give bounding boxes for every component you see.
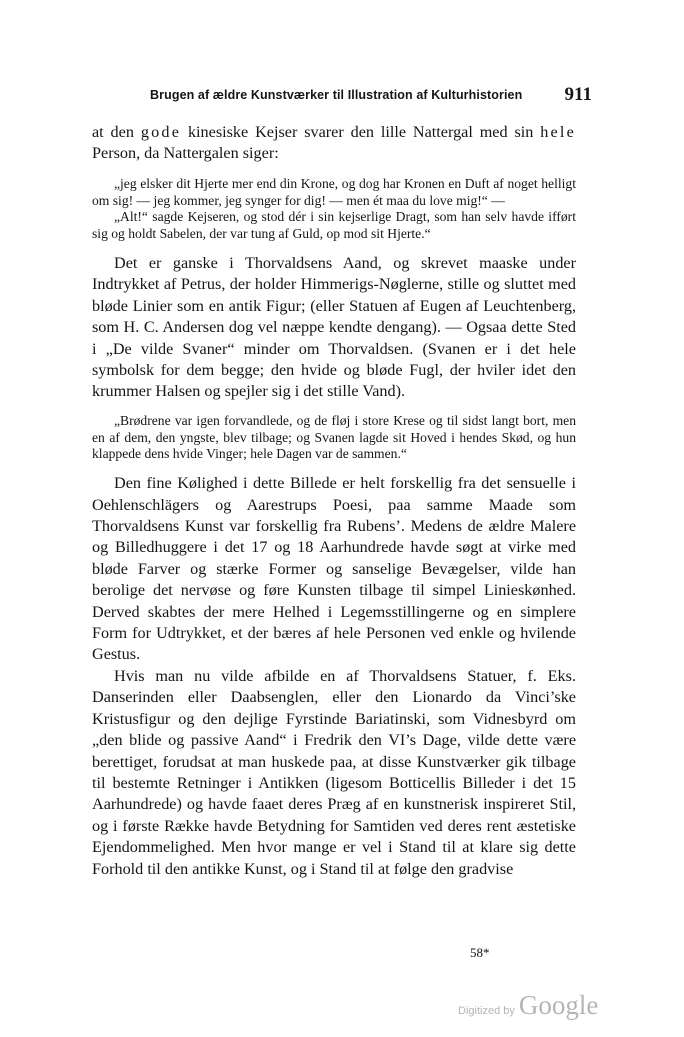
paragraph-3: Hvis man nu vilde afbilde en af Thorvaldsens Statuer, f. Eks. Danserinden eller Daabsenglen, eller den Lionardo da Vinci’ske Kristusfigur og den dejlige Fyrstinde Bariatinski, som Vidnesbyrd om „den blide og passive Aand“ i Fredrik den VI’s Dage, vilde dette være berettiget, forudsat at man huskede paa, at disse Kunstværker gik tilbage til bestemte Retninger i Antikken (ligesom Botticellis Billeder i det 15 Aarhundrede) og havde faaet deres Præg af en kunstnerisk inspireret Stil, og i første Række havde Betydning for Samtiden ved deres rent æstetiske Ejendommelighed. Men hvor mange er vel i Stand til at klare sig dette Forhold til den antikke Kunst, og i Stand til at følge den gradvise <box>92 666 576 878</box>
watermark-prefix: Digitized by <box>458 1005 515 1017</box>
intro-emphasis-2: hele <box>540 123 576 141</box>
intro-text-1: at den <box>92 123 141 141</box>
page-body <box>92 122 576 880</box>
intro-paragraph <box>92 122 576 165</box>
quote-1-para-2: „Alt!“ sagde Kejseren, og stod dér i sin kejserlige Dragt, som han selv havde ifført sig og holdt Sabelen, der var tung af Guld, op mod sit Hjerte.“ <box>92 209 576 242</box>
paragraph-2: Den fine Kølighed i dette Billede er helt forskellig fra det sensuelle i Oehlenschlägers og Aarestrups Poesi, paa samme Maade som Thorvaldsens Kunst var forskellig fra Rubens’. Medens de ældre Malere og Billedhuggere i det 17 og 18 Aarhundrede havde søgt at virke med bløde Farver og stærke Former og sanselige Bevægelser, vilde han berolige det nervøse og føre Kunsten tilbage til simpel Linieskønhed. Derved skabtes der mere Helhed i Legemsstillingerne og en simplere Form for Udtrykket, et der bæres af hele Personen ved enkle og hvilende Gestus. <box>92 474 576 664</box>
paragraph-1: Det er ganske i Thorvaldsens Aand, og skrevet maaske under Indtrykket af Petrus, der holder Himmerigs-Nøglerne, stille og sluttet med bløde Linier som en antik Figur; (eller Statuen af Eugen af Leuchtenberg, som H. C. Andersen dog vel næppe kendte dengang). — Ogsaa dette Sted i „De vilde Svaner“ minder om Thorvaldsen. (Svanen er i det hele symbolsk for dem begge; den hvide og bløde Fugl, der hviler idet den krummer Halsen og spejler sig i det stille Vand). <box>92 254 576 401</box>
intro-text-2: kinesiske Kejser svarer den lille Nattergal med sin <box>181 123 541 141</box>
running-title: Brugen af ældre Kunstværker til Illustration af Kulturhistorien <box>150 88 523 102</box>
digitized-by-watermark <box>458 990 598 1021</box>
quote-block-1 <box>92 176 576 243</box>
signature-mark: 58* <box>470 945 490 960</box>
google-logo: Google <box>518 990 599 1020</box>
quote-block-2: „Brødrene var igen forvandlede, og de fløj i store Krese og til sidst langt bort, men en af dem, den yngste, blev tilbage; og Svanen lagde sit Hoved i hendes Skød, og hun klappede dens hvide Vinger; hele Dagen var de sammen.“ <box>92 412 576 462</box>
intro-emphasis-1: gode <box>140 123 182 141</box>
intro-text-3: Person, da Nattergalen siger: <box>92 144 279 163</box>
page-number: 911 <box>564 84 592 105</box>
running-header <box>150 84 600 110</box>
quote-1-para-1: „jeg elsker dit Hjerte mer end din Krone, og dog har Kronen en Duft af noget helligt om sig! — jeg kommer, jeg synger for dig! — men ét maa du love mig!“ — <box>92 175 576 208</box>
